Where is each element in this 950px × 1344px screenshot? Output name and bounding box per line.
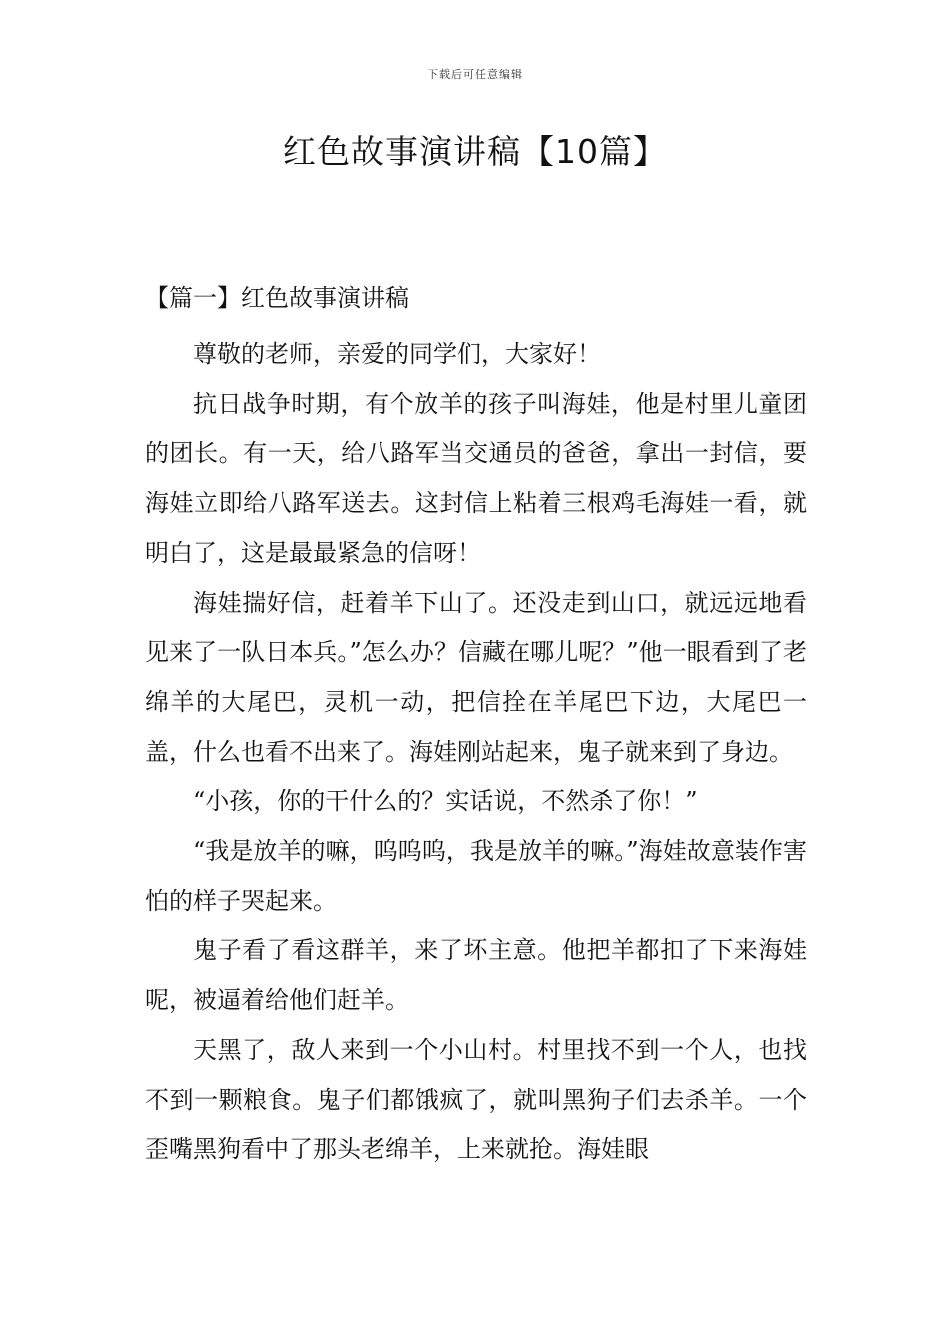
paragraph: 天黑了，敌人来到一个小山村。村里找不到一个人，也找不到一颗粮食。鬼子们都饿疯了，就叫黑狗子们去杀羊。一个歪嘴黑狗看中了那头老绵羊，上来就抢。海娃眼 bbox=[145, 1035, 807, 1164]
document-body bbox=[145, 330, 807, 1175]
paragraph: 鬼子看了看这群羊，来了坏主意。他把羊都扣了下来海娃呢，被逼着给他们赶羊。 bbox=[145, 936, 807, 1015]
paragraph-greeting: 尊敬的老师，亲爱的同学们，大家好！ bbox=[193, 340, 601, 368]
paragraph: 海娃揣好信，赶着羊下山了。还没走到山口，就远远地看见来了一队日本兵。”怎么办？信藏在哪儿呢？”他一眼看到了老绵羊的大尾巴，灵机一动，把信拴在羊尾巴下边，大尾巴一盖，什么也看不出来了。海娃刚站起来，鬼子就来到了身边。 bbox=[145, 588, 807, 766]
paragraph: 抗日战争时期，有个放羊的孩子叫海娃，他是村里儿童团的团长。有一天，给八路军当交通员的爸爸，拿出一封信，要海娃立即给八路军送去。这封信上粘着三根鸡毛海娃一看，就明白了，这是最最紧急的信呀！ bbox=[145, 389, 807, 567]
paragraph: “小孩，你的干什么的？实话说，不然杀了你！” bbox=[193, 787, 698, 816]
document-title: 红色故事演讲稿【10篇】 bbox=[283, 132, 667, 171]
paragraph: “我是放羊的嘛，呜呜呜，我是放羊的嘛。”海娃故意装作害怕的样子哭起来。 bbox=[145, 837, 807, 915]
section-heading: 【篇一】红色故事演讲稿 bbox=[145, 284, 409, 312]
page-header-note: 下载后可任意编辑 bbox=[427, 68, 523, 81]
